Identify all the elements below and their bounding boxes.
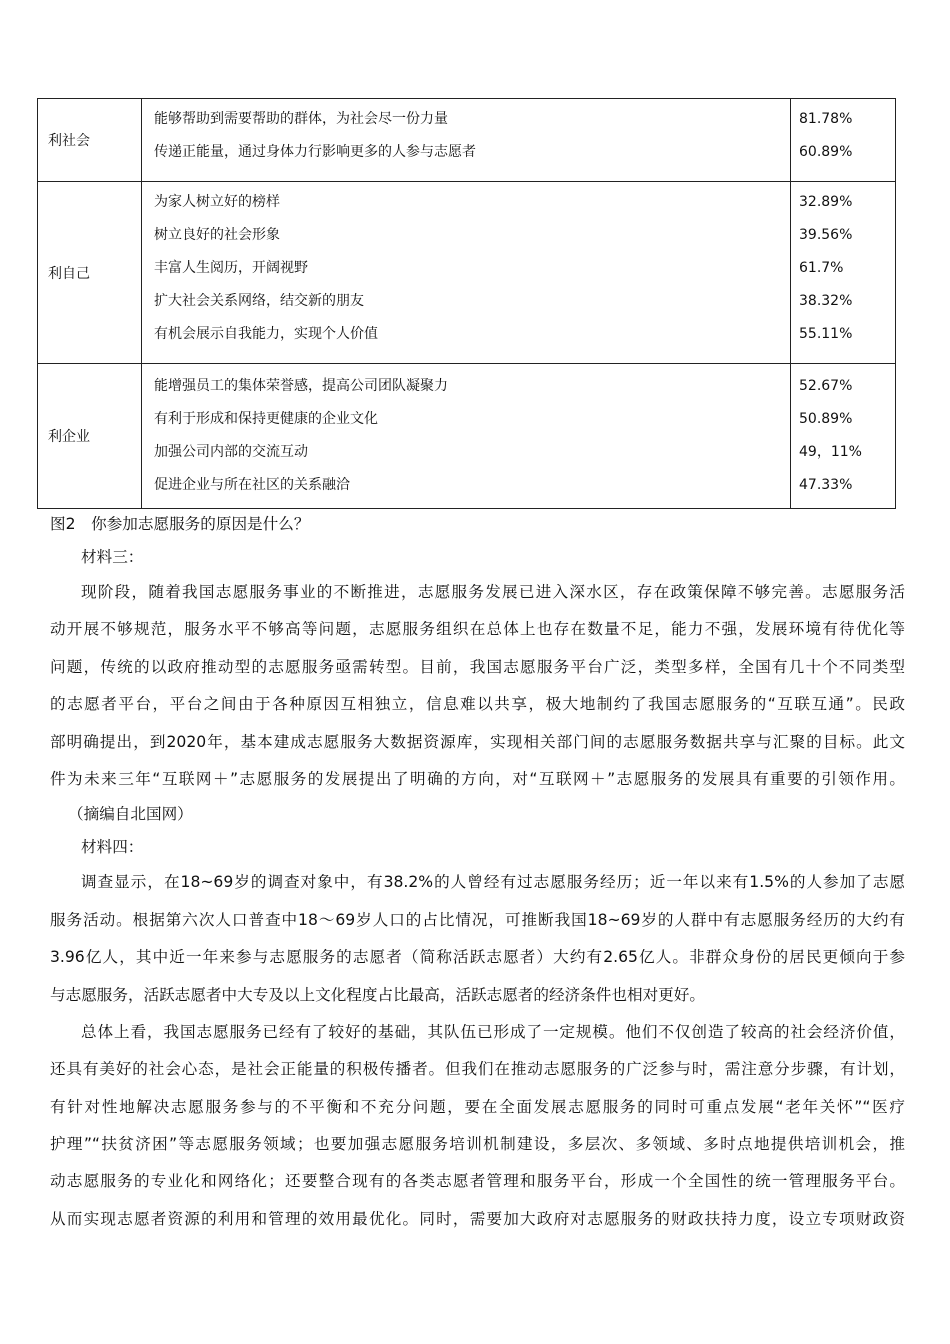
table-row [38,364,896,509]
reason-item: 有利于形成和保持更健康的企业文化 [154,411,378,427]
text-line: 现阶段，随着我国志愿服务事业的不断推进，志愿服务发展已进入深水区，存在政策保障不够完善。志愿服务活 [81,583,905,601]
text-line: 件为未来三年“互联网＋”志愿服务的发展提出了明确的方向，对“互联网＋”志愿服务的发展具有重要的引领作用。 [50,769,905,788]
text-line: 从而实现志愿者资源的利用和管理的效用最优化。同时，需要加大政府对志愿服务的财政扶持力度，设立专项财政资 [50,1209,905,1228]
document-body [50,508,905,1238]
category-cell: 利企业 [38,364,142,509]
reason-percent: 61.7% [799,260,844,276]
reason-percent: 39.56% [799,227,853,243]
values-cell [791,364,896,509]
material4-paragraph-1 [50,864,905,1014]
reason-percent: 81.78% [799,111,853,127]
text-line: 调查显示，在18~69岁的调查对象中，有38.2%的人曾经有过志愿服务经历；近一年以来有1.5%的人参加了志愿 [81,873,905,892]
reason-item: 丰富人生阅历，开阔视野 [154,260,308,276]
reason-item: 有机会展示自我能力，实现个人价值 [154,326,378,342]
reason-item: 能够帮助到需要帮助的群体，为社会尽一份力量 [154,111,448,127]
text-line: 服务活动。根据第六次人口普查中18～69岁人口的占比情况，可推断我国18~69岁的人群中有志愿服务经历的大约有 [50,910,905,929]
text-line: 总体上看，我国志愿服务已经有了较好的基础，其队伍已形成了一定规模。他们不仅创造了较高的社会经济价值， [81,1022,905,1041]
table-row [38,99,896,182]
reason-item: 树立良好的社会形象 [154,227,280,243]
reason-item: 加强公司内部的交流互动 [154,444,308,460]
reason-percent: 55.11% [799,326,853,342]
items-cell [142,364,791,509]
reason-percent: 50.89% [799,411,853,427]
values-cell [791,182,896,364]
items-cell [142,182,791,364]
category-cell: 利社会 [38,99,142,182]
reason-percent: 47.33% [799,477,853,493]
material3-paragraph [50,574,905,798]
reason-item: 促进企业与所在社区的关系融洽 [154,477,350,493]
text-line: 与志愿服务，活跃志愿者中大专及以上文化程度占比最高，活跃志愿者的经济条件也相对更好。 [50,985,705,1004]
reason-percent: 60.89% [799,144,853,160]
text-line: 问题，传统的以政府推动型的志愿服务亟需转型。目前，我国志愿服务平台广泛，类型多样，全国有几十个不同类型 [50,657,905,676]
figure-caption: 图2 你参加志愿服务的原因是什么？ [50,515,310,533]
text-line: 部明确提出，到2020年，基本建成志愿服务大数据资源库，实现相关部门间的志愿服务数据共享与汇聚的目标。此文 [50,732,905,751]
values-cell [791,99,896,182]
text-line: 3.96亿人，其中近一年来参与志愿服务的志愿者（简称活跃志愿者）大约有2.65亿人。非群众身份的居民更倾向于参 [50,948,905,967]
reason-percent: 32.89% [799,194,853,210]
material4-heading: 材料四： [81,838,144,857]
text-line: 有针对性地解决志愿服务参与的不平衡和不充分问题，要在全面发展志愿服务的同时可重点发展“老年关怀”“医疗 [50,1097,905,1116]
reason-item: 扩大社会关系网络，结交新的朋友 [154,293,364,309]
text-line: 护理”“扶贫济困”等志愿服务领域；也要加强志愿服务培训机制建设，多层次、多领域、多时点地提供培训机会，推 [50,1135,905,1154]
reason-item: 传递正能量，通过身体力行影响更多的人参与志愿者 [154,144,476,160]
reason-percent: 52.67% [799,378,853,394]
category-cell: 利自己 [38,182,142,364]
reason-item: 为家人树立好的榜样 [154,194,280,210]
reason-item: 能增强员工的集体荣誉感，提高公司团队凝聚力 [154,378,448,394]
text-line: 动开展不够规范，服务水平不够高等问题，志愿服务组织在总体上也存在数量不足，能力不强，发展环境有待优化等 [50,620,905,639]
reason-percent: 38.32% [799,293,853,309]
table-row [38,182,896,364]
reason-percent: 49，11% [799,444,862,460]
items-cell [142,99,791,182]
material4-paragraph-2 [50,1014,905,1238]
material3-heading: 材料三： [81,548,144,566]
source-note: （摘编自北国网） [68,805,193,824]
text-line: 动志愿服务的专业化和网络化；还要整合现有的各类志愿者管理和服务平台，形成一个全国性的统一管理服务平台。 [50,1172,905,1191]
volunteer-reasons-table [37,98,896,509]
text-line: 的志愿者平台，平台之间由于各种原因互相独立，信息难以共享，极大地制约了我国志愿服务的“互联互通”。民政 [50,695,905,714]
text-line: 还具有美好的社会心态，是社会正能量的积极传播者。但我们在推动志愿服务的广泛参与时，需注意分步骤，有计划， [50,1060,905,1079]
